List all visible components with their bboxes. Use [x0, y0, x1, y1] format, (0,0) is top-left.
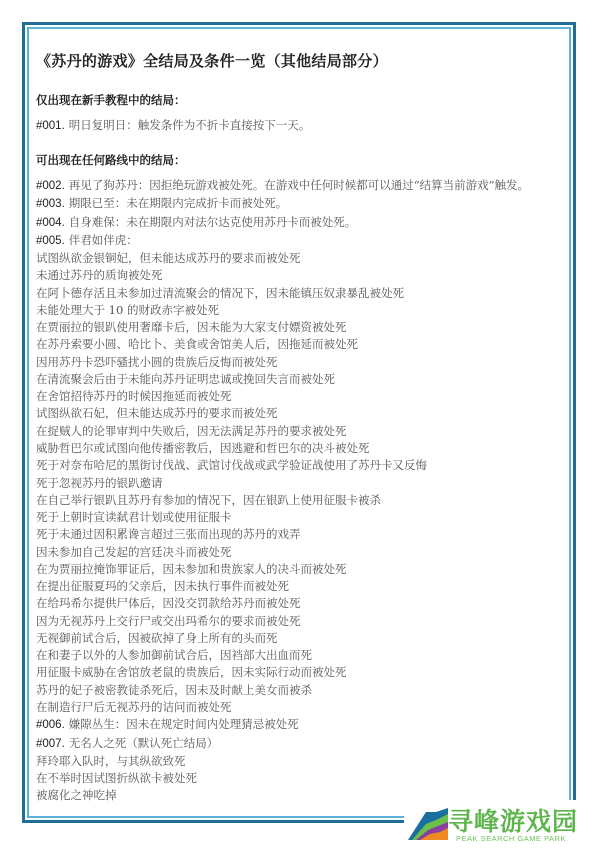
ending-text: 未通过苏丹的质询被处死 — [36, 268, 163, 283]
ending-text: 威胁哲巴尔或试图向他传播密教后，因逃避和哲巴尔的决斗被处死 — [36, 440, 370, 455]
ending-number: #007. — [36, 737, 65, 750]
ending-condition — [36, 509, 529, 526]
ending-entry — [36, 735, 529, 753]
ending-text: 无名人之死（默认死亡结局） — [68, 735, 219, 750]
ending-text: 在捉贼人的论罪审判中失败后，因无法满足苏丹的要求被处死 — [36, 423, 347, 438]
ending-text: 明日复明日：触发条件为不折卡直接按下一天。 — [68, 118, 311, 132]
ending-condition — [36, 664, 529, 681]
ending-condition — [36, 354, 529, 371]
ending-entry — [36, 195, 529, 213]
ending-text: 在阿卜德存活且未参加过清流聚会的情况下，因未能镇压奴隶暴乱被处死 — [36, 285, 404, 300]
ending-text: 因为无视苏丹上交行尸或交出玛希尔的要求而被处死 — [36, 613, 301, 628]
ending-text: 试图纵欲金银铜妃，但未能达成苏丹的要求而被处死 — [36, 251, 301, 266]
ending-text: 死于对奈布哈尼的黑街讨伐战、武馆讨伐战或武学验证战使用了苏丹卡又反悔 — [36, 458, 427, 473]
ending-text: 再见了狗苏丹：因拒绝玩游戏被处死。在游戏中任何时候都可以通过“结算当前游戏”触发。 — [68, 178, 530, 192]
ending-condition — [36, 595, 529, 612]
section-heading-any-route: 可出现在任何路线中的结局： — [36, 153, 186, 167]
ending-condition — [36, 388, 529, 405]
ending-entry — [36, 716, 529, 734]
ending-text: 无视御前试合后，因被砍掉了身上所有的头而死 — [36, 630, 278, 645]
watermark-name-en: PEAK SEARCH GAME PARK — [456, 834, 566, 843]
ending-condition — [36, 613, 529, 630]
ending-condition — [36, 699, 529, 716]
ending-number: #003. — [36, 198, 65, 211]
ending-text: 拜玲耶入队时，与其纵欲致死 — [36, 753, 186, 768]
ending-text: 因用苏丹卡恐吓骚扰小圆的贵族后反悔而被处死 — [36, 354, 278, 369]
ending-condition — [36, 578, 529, 595]
ending-text: 在舍馆招待苏丹的时候因拖延而被处死 — [36, 389, 232, 404]
ending-condition — [36, 405, 529, 422]
ending-text: 在清流聚会后由于未能向苏丹证明忠诚或挽回失言而被处死 — [36, 371, 335, 386]
watermark-logo — [404, 800, 600, 848]
ending-text: 在提出征服夏玛的父亲后，因未执行事件而被处死 — [36, 579, 289, 594]
ending-text: 苏丹的妃子被密教徒杀死后，因未及时献上美女而被杀 — [36, 682, 312, 697]
ending-text: 伴君如伴虎： — [68, 232, 138, 247]
ending-text: 在自己举行银趴且苏丹有参加的情况下，因在银趴上使用征服卡被杀 — [36, 492, 381, 507]
ending-condition — [36, 561, 529, 578]
ending-condition — [36, 457, 529, 474]
ending-text: 死于上朝时宣读弑君计划或使用征服卡 — [36, 510, 232, 525]
ending-condition — [36, 770, 529, 787]
ending-entry — [36, 232, 529, 250]
ending-condition — [36, 682, 529, 699]
ending-condition — [36, 250, 529, 267]
ending-condition — [36, 440, 529, 457]
ending-number: #004. — [36, 216, 65, 229]
section-heading-tutorial: 仅出现在新手教程中的结局： — [36, 93, 186, 107]
ending-condition — [36, 423, 529, 440]
ending-text: 试图纵欲石妃，但未能达成苏丹的要求而被处死 — [36, 406, 278, 421]
ending-condition — [36, 319, 529, 336]
ending-condition — [36, 630, 529, 647]
ending-condition — [36, 753, 529, 770]
ending-entry — [36, 177, 529, 195]
any-route-endings-list — [36, 177, 529, 805]
ending-condition — [36, 475, 529, 492]
ending-condition — [36, 647, 529, 664]
ending-condition — [36, 302, 529, 319]
ending-text: 自身难保：未在期限内对法尔达克使用苏丹卡而被处死。 — [68, 214, 357, 229]
ending-condition — [36, 285, 529, 302]
ending-condition — [36, 526, 529, 543]
ending-text: 死于未通过因积累谗言超过三张而出现的苏丹的戏弄 — [36, 527, 301, 542]
ending-text: 在和妻子以外的人参加御前试合后，因裆部大出血而死 — [36, 648, 312, 663]
ending-text: 在制造行尸后无视苏丹的诘问而被处死 — [36, 699, 232, 714]
document-title: 《苏丹的游戏》全结局及条件一览（其他结局部分） — [36, 52, 388, 70]
watermark-name-cn: 寻峰游戏园 — [448, 807, 579, 836]
ending-text: 在贾丽拉的银趴使用奢靡卡后，因未能为大家支付嫖资被处死 — [36, 320, 347, 335]
ending-text: 在为贾丽拉掩饰罪证后，因未参加和贵族家人的决斗而被处死 — [36, 561, 347, 576]
ending-text: 被腐化之神吃掉 — [36, 788, 117, 803]
ending-text: 期限已至：未在期限内完成折卡而被处死。 — [68, 196, 288, 211]
mountain-logo-icon — [406, 806, 450, 842]
ending-number: #005. — [36, 234, 65, 247]
tutorial-endings-list — [36, 117, 310, 135]
ending-text: 在给玛希尔提供尸体后，因没交罚款给苏丹而被处死 — [36, 596, 301, 611]
ending-condition — [36, 492, 529, 509]
ending-condition — [36, 544, 529, 561]
ending-entry — [36, 117, 310, 135]
ending-text: 在不举时因试图折纵欲卡被处死 — [36, 771, 197, 786]
ending-condition — [36, 336, 529, 353]
ending-text: 用征服卡威胁在舍馆放老鼠的贵族后，因未实际行动而被处死 — [36, 665, 347, 680]
ending-number: #002. — [36, 180, 65, 192]
ending-condition — [36, 267, 529, 284]
ending-text: 在苏丹索要小圆、哈比卜、美食或舍馆美人后，因拖延而被处死 — [36, 337, 358, 352]
ending-text: 嫌隙丛生：因未在规定时间内处理猜忌被处死 — [68, 717, 299, 732]
ending-number: #001. — [36, 120, 65, 132]
ending-condition — [36, 371, 529, 388]
ending-number: #006. — [36, 719, 65, 732]
ending-text: 死于忽视苏丹的银趴邀请 — [36, 475, 163, 490]
ending-text: 未能处理大于 10 的财政赤字被处死 — [36, 302, 219, 317]
ending-entry — [36, 214, 529, 232]
ending-text: 因未参加自己发起的宫廷决斗而被处死 — [36, 544, 232, 559]
